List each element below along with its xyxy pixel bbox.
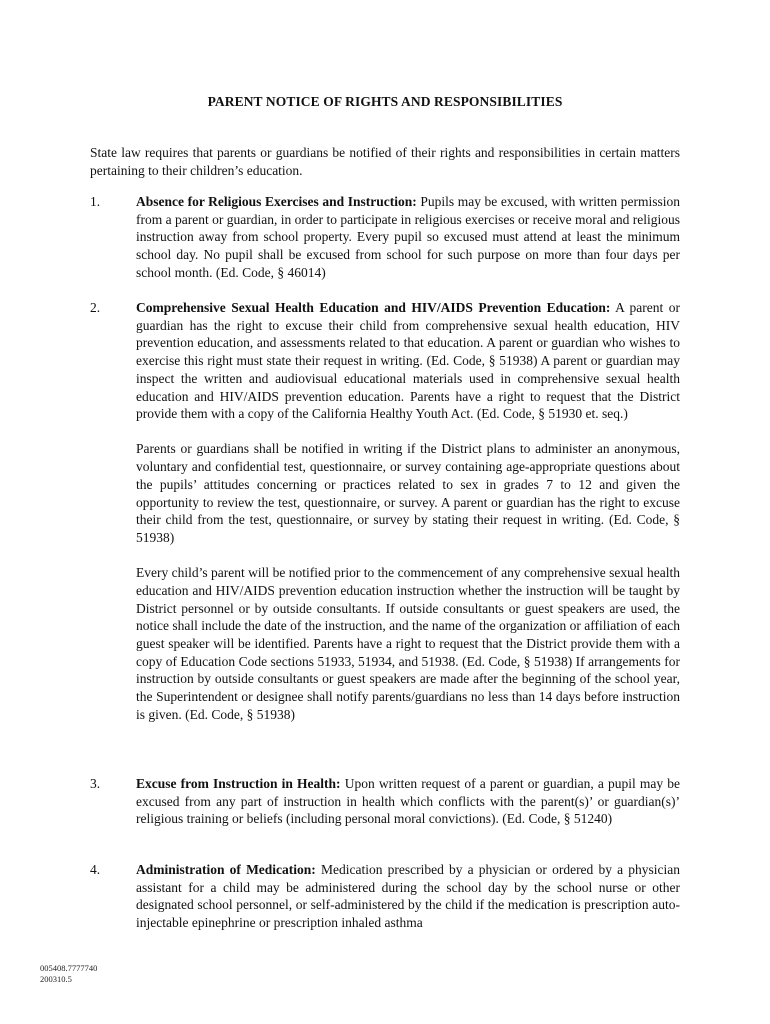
item-paragraph bbox=[136, 861, 680, 932]
list-item-health-instruction bbox=[90, 775, 680, 828]
item-paragraph bbox=[136, 775, 680, 828]
item-paragraph bbox=[136, 193, 680, 282]
item-body bbox=[136, 861, 680, 932]
item-heading: Absence for Religious Exercises and Instruction: bbox=[136, 194, 417, 209]
item-body bbox=[136, 193, 680, 282]
document-title: PARENT NOTICE OF RIGHTS AND RESPONSIBILITIES bbox=[207, 94, 563, 109]
item-number: 3. bbox=[90, 776, 101, 791]
item-paragraph bbox=[136, 299, 680, 423]
item-heading: Comprehensive Sexual Health Education and HIV/AIDS Prevention Education: bbox=[136, 300, 611, 315]
item-body bbox=[136, 775, 680, 828]
item-text: Upon written request of a parent or guardian, a pupil may be excused from any part of instruction in health which conflicts with the parent(s)’ or guardian(s)’ religious training or beliefs (including personal moral convictions). (Ed. Code, § 51240) bbox=[136, 776, 680, 827]
list-item-sexual-health-education bbox=[90, 299, 680, 723]
item-number: 2. bbox=[90, 300, 101, 315]
document-footer-code bbox=[40, 963, 97, 985]
list-item-medication bbox=[90, 861, 680, 932]
item-paragraph: Every child’s parent will be notified prior to the commencement of any comprehensive sexual health education and HIV/AIDS prevention education instruction whether the instruction will be taught by District personnel or by outside consultants. If outside consultants or guest speakers are used, the notice shall include the date of the instruction, and the name of the organization or affiliation of each guest speaker will be identified. Parents have a right to request that the District provide them with a copy of Education Code sections 51933, 51934, and 51938. (Ed. Code, § 51938) If arrangements for instruction by outside consultants or guest speakers are made after the beginning of the school year, the Superintendent or designee shall notify parents/guardians no less than 14 days before instruction is given. (Ed. Code, § 51938) bbox=[136, 565, 680, 722]
footer-line: 005408.7777740 bbox=[40, 963, 98, 973]
item-text: Medication prescribed by a physician or ordered by a physician assistant for a child may be administered during the school day by the school nurse or other designated school personnel, or self-administered by the child if the medication is prescription auto-injectable epinephrine or prescription inhaled asthma bbox=[136, 862, 680, 931]
intro-paragraph: State law requires that parents or guardians be notified of their rights and responsibilities in certain matters pertaining to their children’s education. bbox=[90, 145, 680, 178]
item-heading: Administration of Medication: bbox=[136, 862, 316, 877]
item-heading: Excuse from Instruction in Health: bbox=[136, 776, 341, 791]
footer-line: 200310.5 bbox=[40, 974, 72, 984]
item-number: 1. bbox=[90, 194, 101, 209]
item-paragraph: Parents or guardians shall be notified in writing if the District plans to administer an anonymous, voluntary and confidential test, questionnaire, or survey containing age-appropriate questions about the pupils’ attitudes concerning or practices related to sex in grades 7 to 12 and given the opportunity to review the test, questionnaire, or survey. A parent or guardian has the right to excuse their child from the test, questionnaire, or survey by stating their request in writing. (Ed. Code, § 51938) bbox=[136, 441, 680, 545]
item-body bbox=[136, 299, 680, 723]
list-item-religious-exercises bbox=[90, 193, 680, 282]
item-text: A parent or guardian has the right to excuse their child from comprehensive sexual health education, HIV prevention education, and assessments related to that education. A parent or guardian who wishes to exercise this right must state their request in writing. (Ed. Code, § 51938) A parent or guardian may inspect the written and audiovisual educational materials used in comprehensive sexual health education and HIV/AIDS prevention education. Parents have a right to request that the District provide them with a copy of the California Healthy Youth Act. (Ed. Code, § 51930 et. seq.) bbox=[136, 300, 680, 422]
item-number: 4. bbox=[90, 862, 101, 877]
item-text: Pupils may be excused, with written permission from a parent or guardian, in order to participate in religious exercises or receive moral and religious instruction away from school property. Every pupil so excused must attend at least the minimum school day. No pupil shall be excused from school for such purpose on more than four days per school month. (Ed. Code, § 46014) bbox=[136, 194, 681, 280]
